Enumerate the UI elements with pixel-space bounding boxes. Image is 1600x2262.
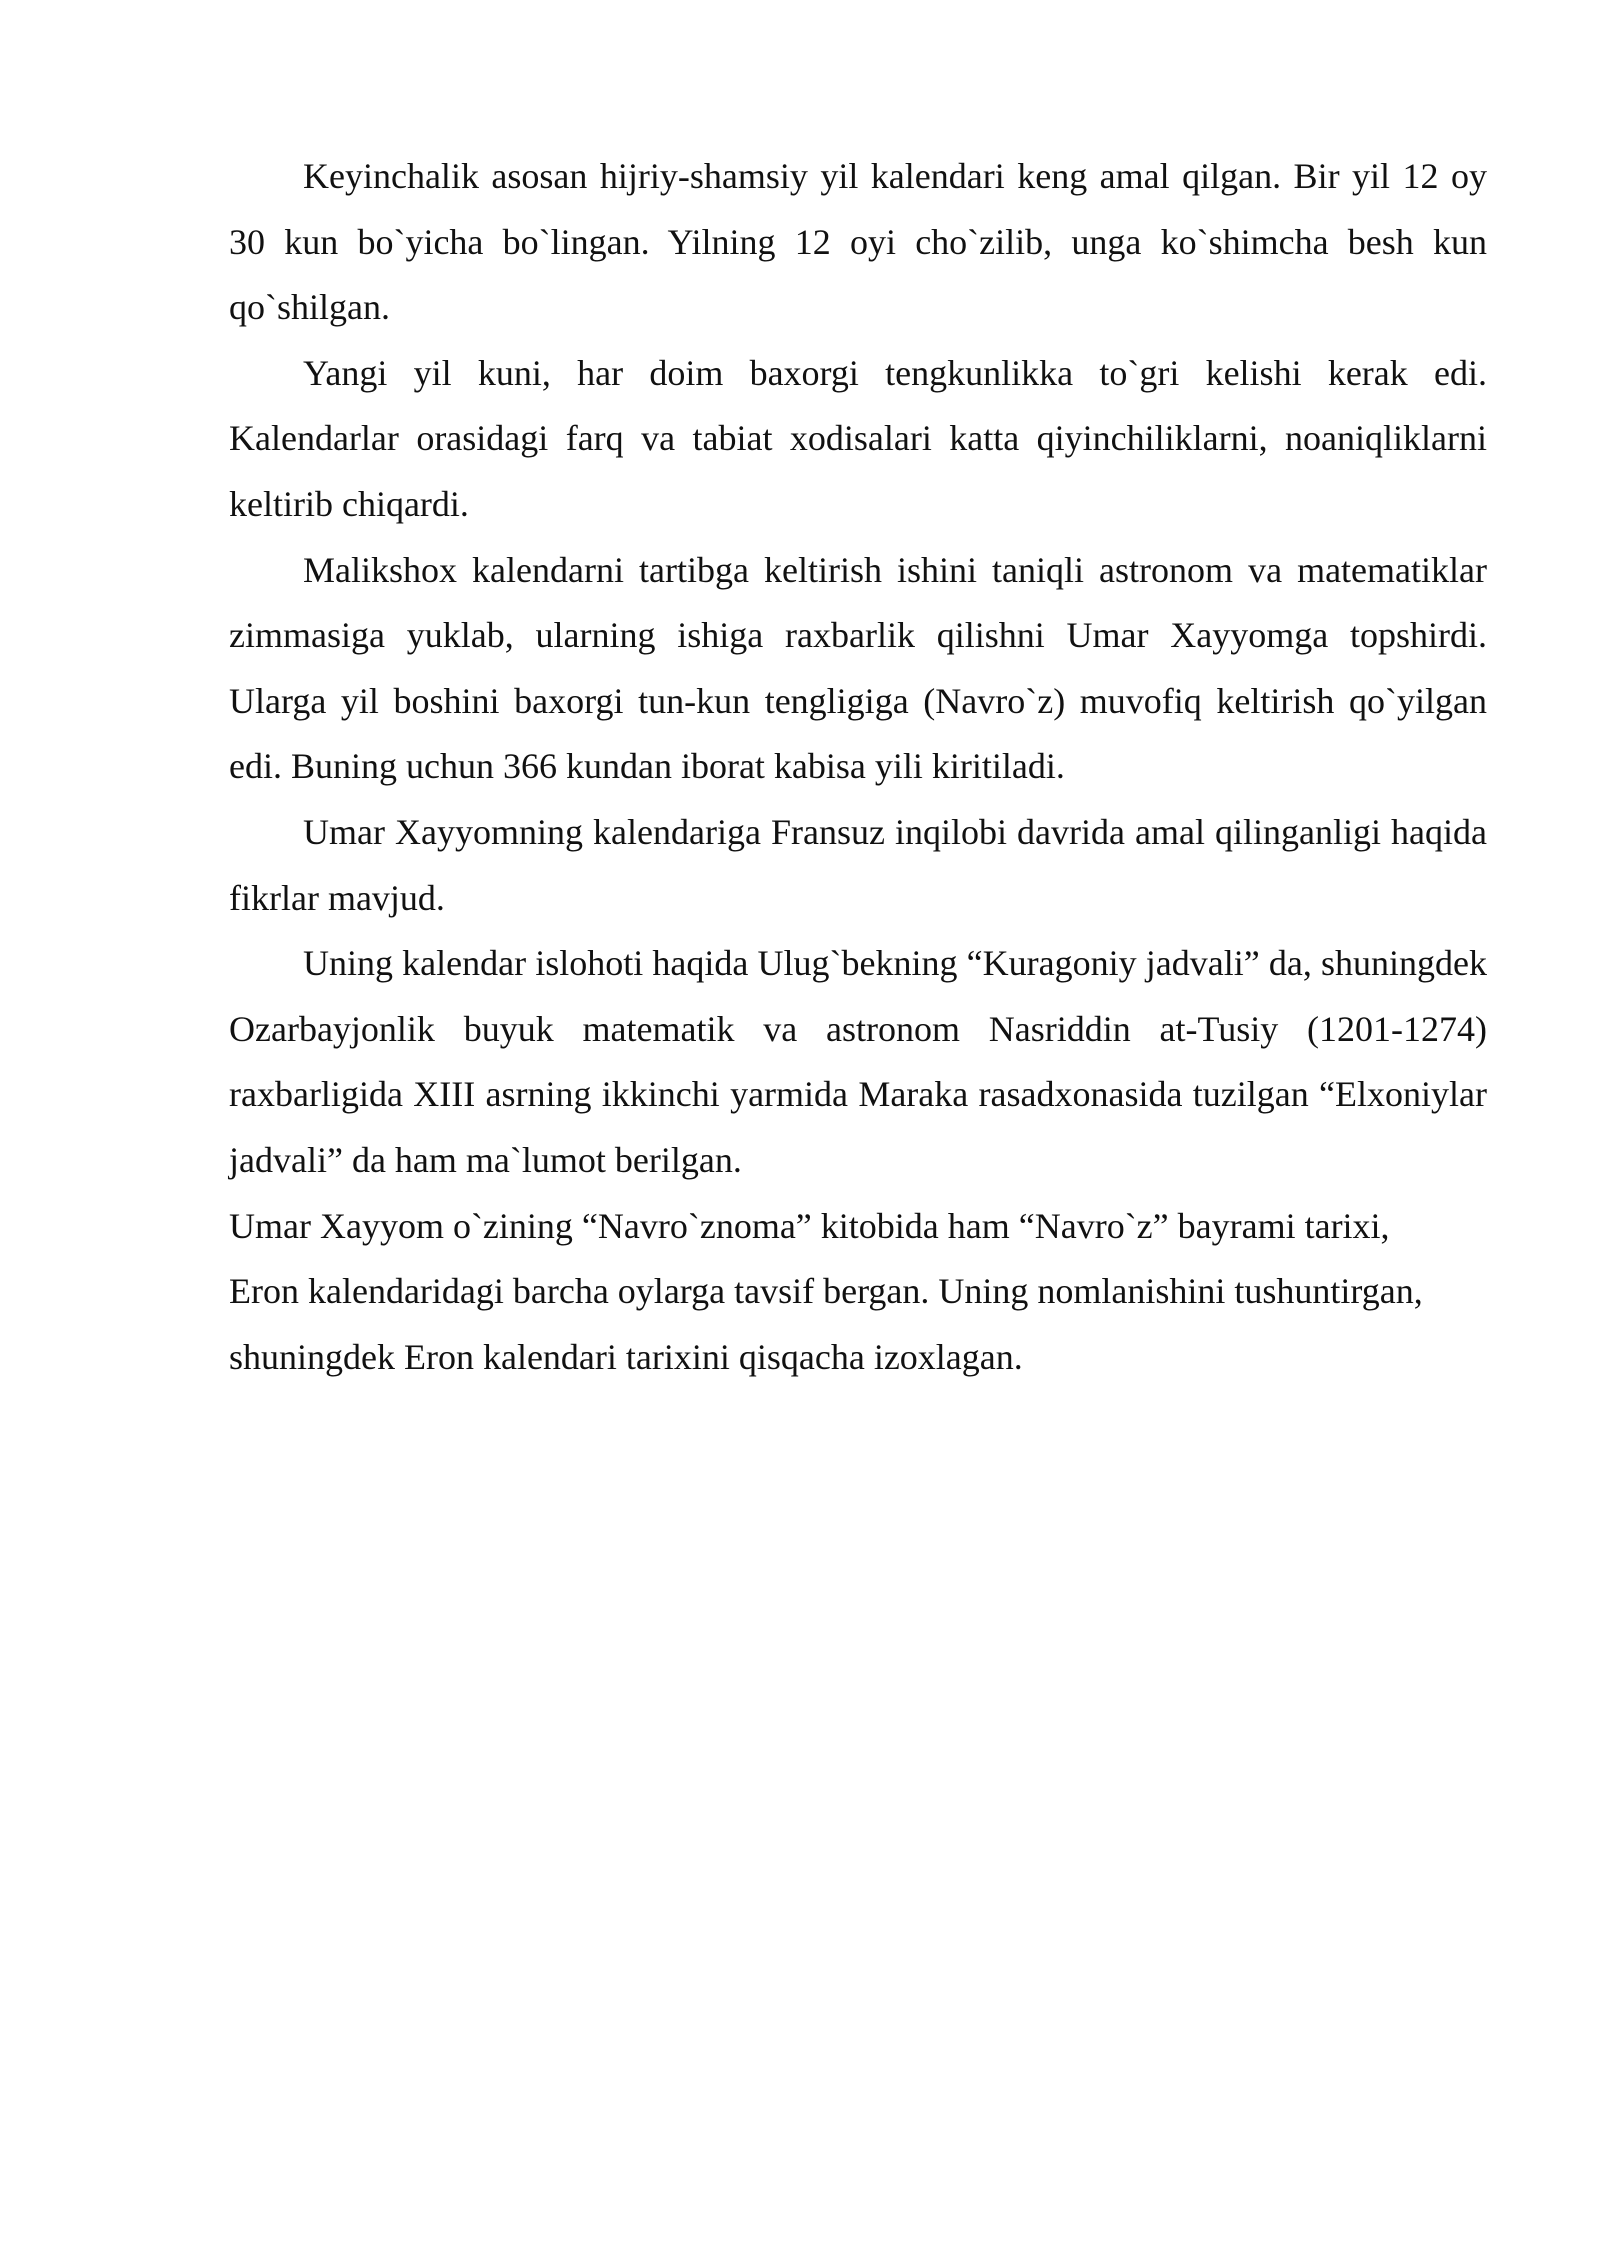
- line-navroznoma-2: Eron kalendaridagi barcha oylarga tavsif bergan. Uning nomlanishini tushuntirgan,: [229, 1271, 1423, 1312]
- body-text: [229, 144, 1487, 1390]
- paragraph-calendar-structure: Keyinchalik asosan hijriy-shamsiy yil kalendari keng amal qilgan. Bir yil 12 oy 30 kun bo`yicha bo`lingan. Yilning 12 oyi cho`zilib, unga ko`shimcha besh kun qo`shilgan.: [229, 156, 1487, 328]
- paragraph-malikshox: Malikshox kalendarni tartibga keltirish ishini taniqli astronom va matematiklar zimmasiga yuklab, ularning ishiga raxbarlik qilishni Umar Xayyomga topshirdi. Ularga yil boshini baxorgi tun-kun tengligiga (Navro`z) muvofiq keltirish qo`yilgan edi. Buning uchun 366 kundan iborat kabisa yili kiritiladi.: [229, 549, 1487, 787]
- paragraph-new-year: Yangi yil kuni, har doim baxorgi tengkunlikka to`gri kelishi kerak edi. Kalendarlar orasidagi farq va tabiat xodisalari katta qiyinchiliklarni, noaniqliklarni keltirib chiqardi.: [229, 352, 1487, 524]
- line-navroznoma-1: Umar Xayyom o`zining “Navro`znoma” kitobida ham “Navro`z” bayrami tarixi,: [229, 1205, 1390, 1246]
- paragraph-reform-sources: Uning kalendar islohoti haqida Ulug`bekning “Kuragoniy jadvali” da, shuningdek Ozarbayjonlik buyuk matematik va astronom Nasriddin at-Tusiy (1201-1274) raxbarligida XIII asrning ikkinchi yarmida Maraka rasadxonasida tuzilgan “Elxoniylar jadvali” da ham ma`lumot berilgan.: [229, 943, 1487, 1180]
- line-navroznoma-3: shuningdek Eron kalendari tarixini qisqacha izoxlagan.: [229, 1336, 1023, 1377]
- paragraph-french-revolution: Umar Xayyomning kalendariga Fransuz inqilobi davrida amal qilinganligi haqida fikrlar mavjud.: [229, 811, 1487, 918]
